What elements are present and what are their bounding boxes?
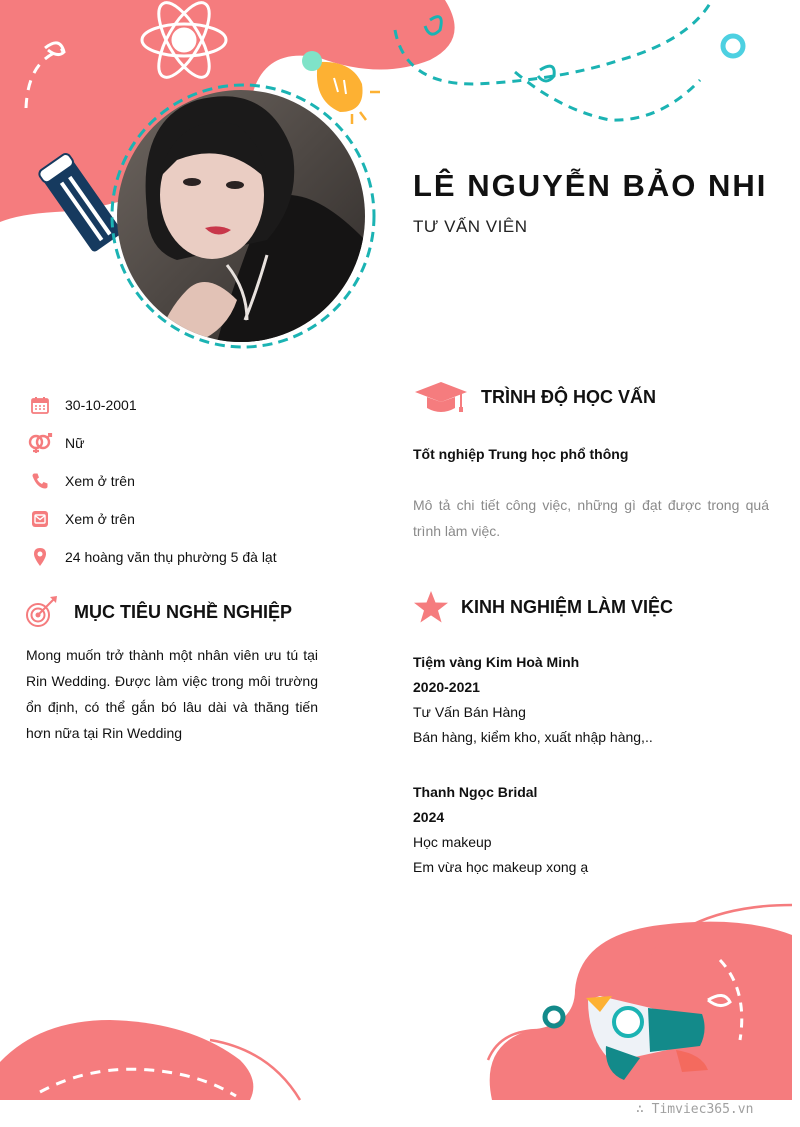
contact-item-phone [26, 462, 366, 500]
contact-item-address [26, 538, 366, 576]
phone-icon [26, 470, 54, 492]
address-text: 24 hoàng văn thụ phường 5 đà lạt [65, 549, 277, 565]
star-icon [413, 590, 449, 624]
job-period: 2020-2021 [413, 679, 480, 695]
contact-item-gender [26, 424, 366, 462]
gender-text: Nữ [65, 435, 85, 451]
graduation-cap-icon [413, 380, 469, 414]
job-period: 2024 [413, 809, 445, 825]
location-icon [26, 546, 54, 568]
calendar-icon [26, 394, 54, 416]
contact-item-email [26, 500, 366, 538]
watermark: ∴ Timviec365.vn [636, 1102, 754, 1117]
contact-item-dob [26, 386, 366, 424]
candidate-name: LÊ NGUYỄN BẢO NHI [413, 168, 768, 203]
contact-list [26, 386, 366, 576]
education-header [413, 380, 656, 414]
email-text: Xem ở trên [65, 511, 135, 527]
experience-header [413, 590, 673, 624]
job-company: Thanh Ngọc Bridal [413, 784, 538, 800]
avatar [117, 90, 365, 342]
education-school: Tốt nghiệp Trung học phổ thông [413, 446, 629, 462]
job-entry [413, 780, 773, 880]
portrait-photo [117, 90, 365, 342]
objective-text: Mong muốn trở thành một nhân viên ưu tú tại Rin Wedding. Được làm việc trong môi trường ổn định, có thể gắn bó lâu dài và thăng tiến hơn nữa tại Rin Wedding [26, 647, 318, 741]
job-entry [413, 650, 773, 750]
job-role: Tư Vấn Bán Hàng [413, 704, 526, 720]
dob-text: 30-10-2001 [65, 397, 137, 413]
email-icon [26, 508, 54, 530]
job-detail: Bán hàng, kiểm kho, xuất nhập hàng,.. [413, 729, 653, 745]
job-detail: Em vừa học makeup xong ạ [413, 859, 589, 875]
objective-title: MỤC TIÊU NGHỀ NGHIỆP [74, 601, 293, 622]
education-title: TRÌNH ĐỘ HỌC VẤN [481, 386, 656, 407]
job-title: TƯ VẤN VIÊN [413, 217, 528, 236]
education-description: Mô tả chi tiết công việc, những gì đạt được trong quá trình làm việc. [413, 497, 769, 539]
job-role: Học makeup [413, 834, 492, 850]
phone-text: Xem ở trên [65, 473, 135, 489]
experience-title: KINH NGHIỆM LÀM VIỆC [461, 596, 674, 617]
job-company: Tiệm vàng Kim Hoà Minh [413, 654, 580, 670]
target-icon [24, 595, 60, 629]
objective-header [24, 595, 292, 629]
gender-icon [26, 432, 54, 454]
